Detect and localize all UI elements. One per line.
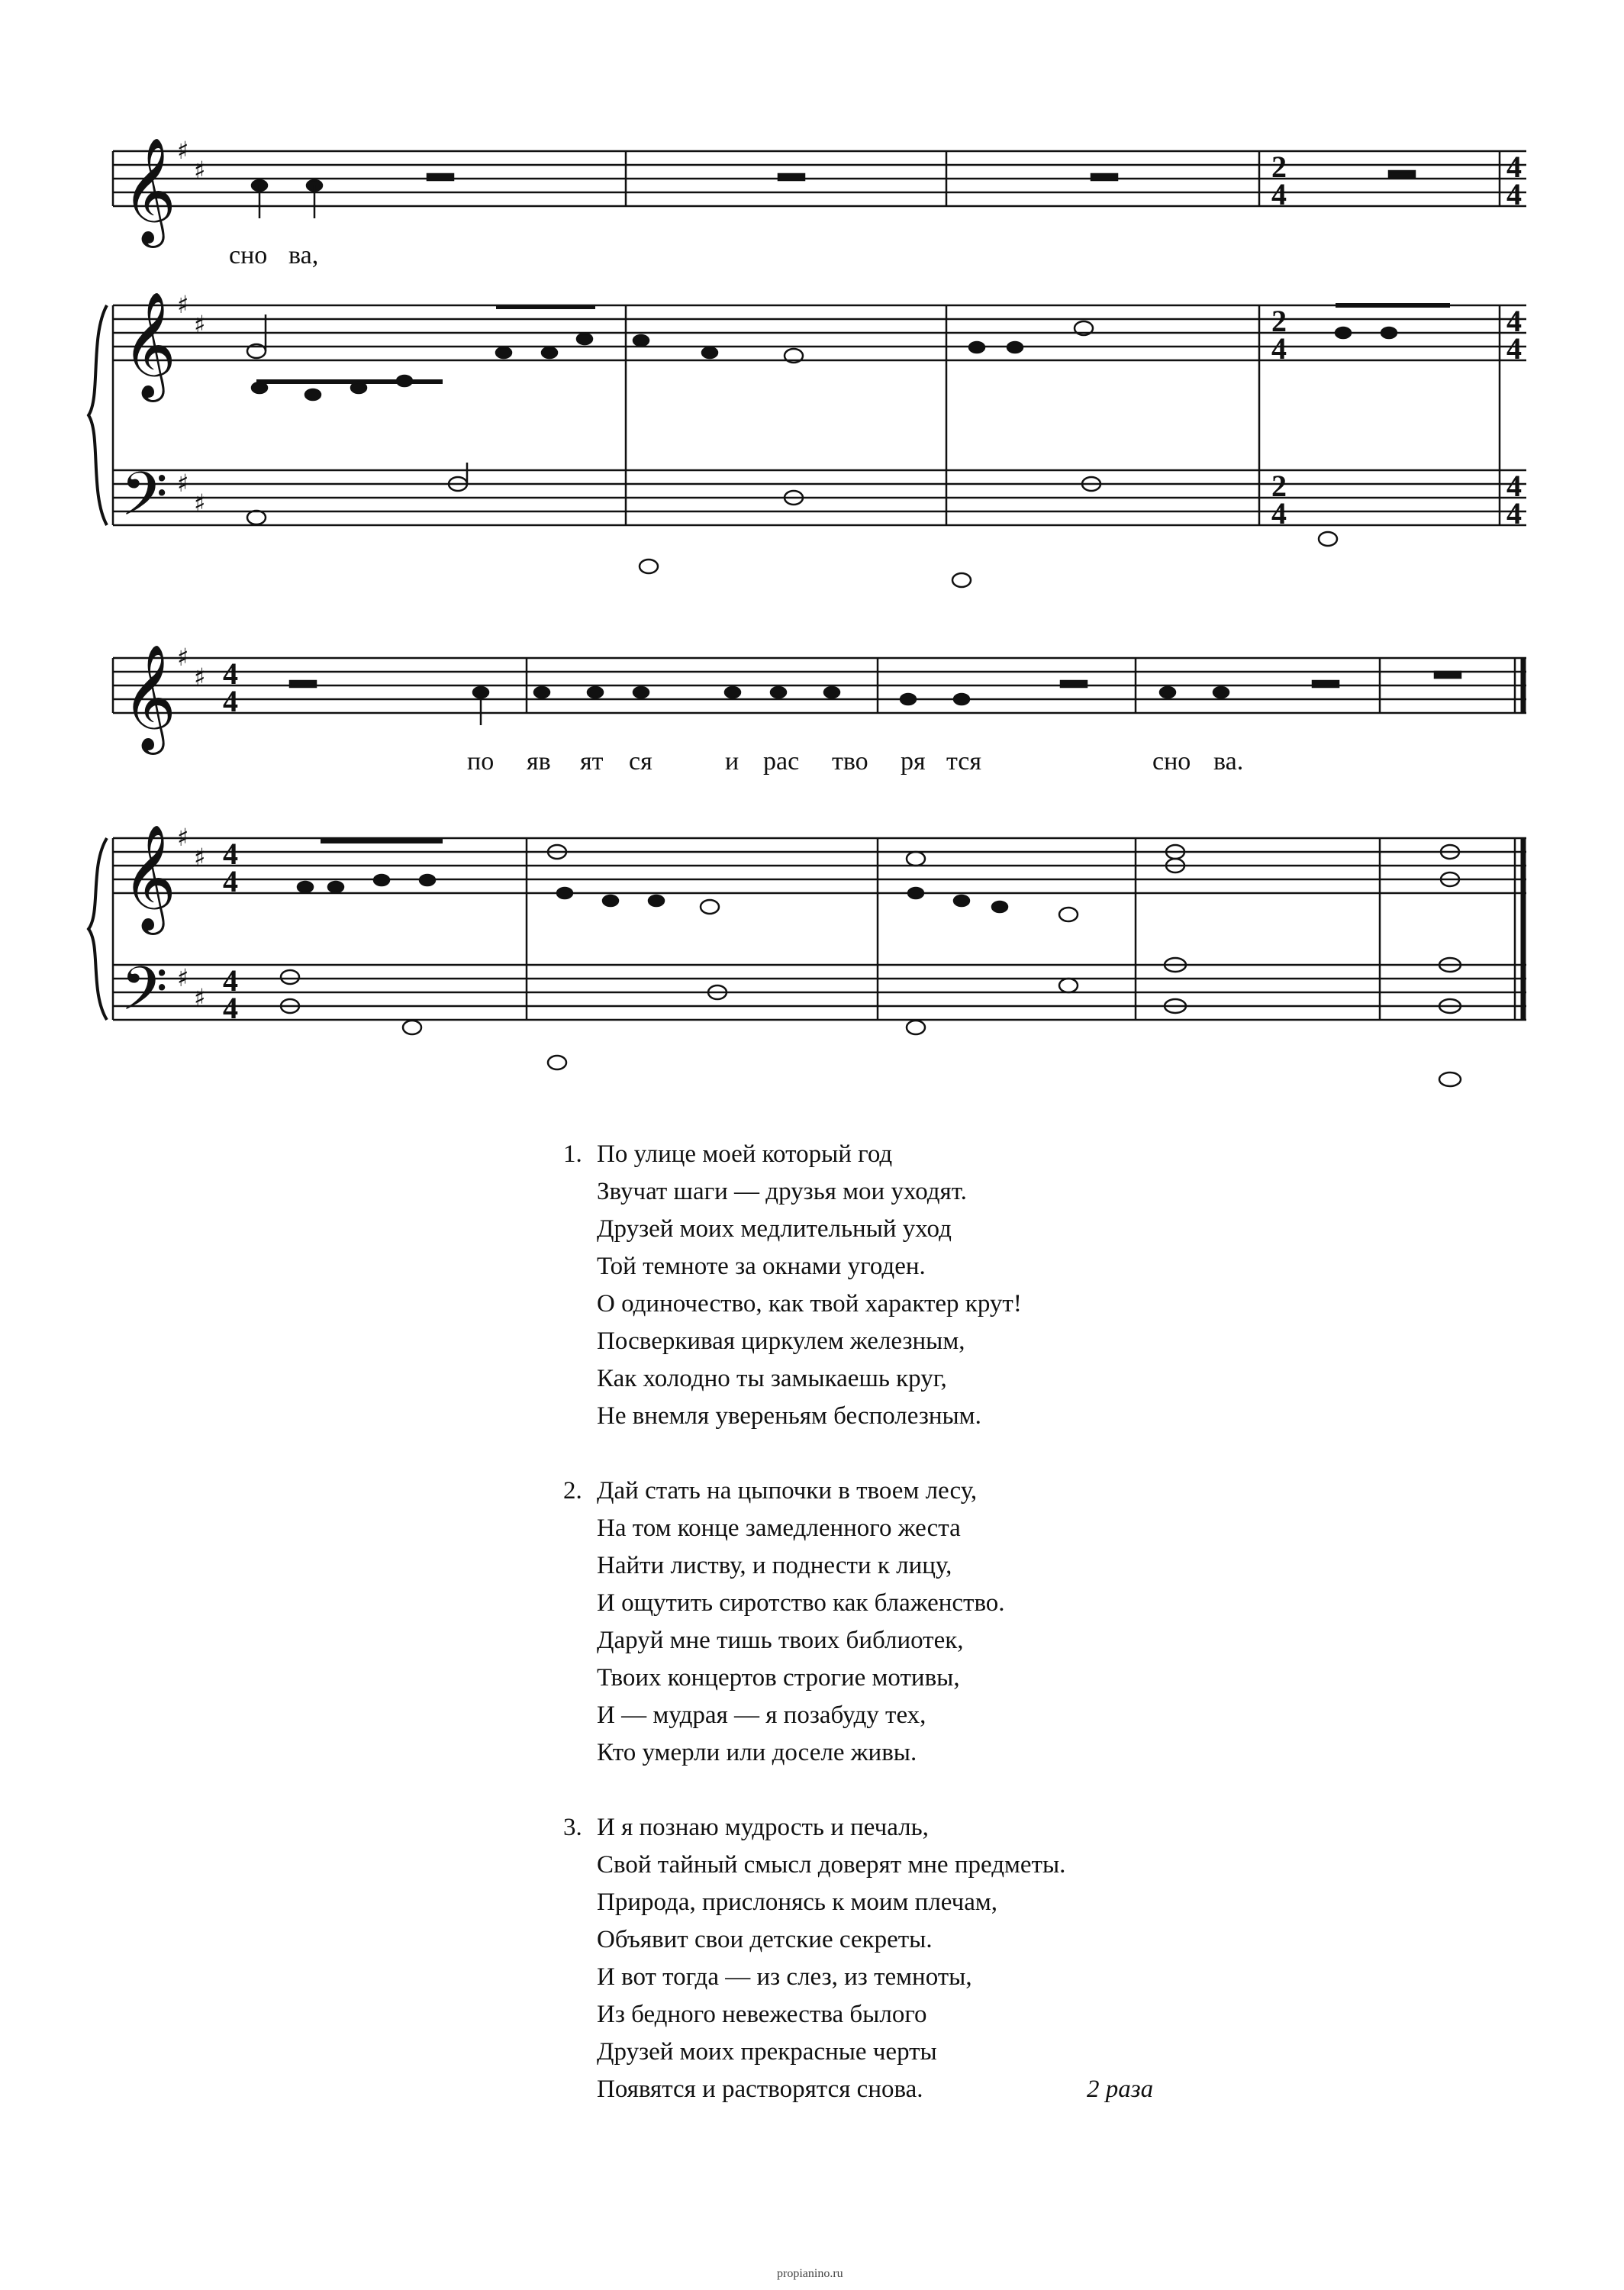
system1-piano-treble-staff (113, 305, 1526, 360)
verse-line: Звучат шаги — друзья мои уходят. (597, 1178, 967, 1205)
svg-text:♯: ♯ (194, 310, 206, 339)
svg-text:4: 4 (1506, 304, 1522, 338)
lyric-syllable: и (725, 747, 740, 776)
svg-text:4: 4 (223, 864, 238, 898)
system2-piano-bass-staff (113, 965, 1526, 1020)
svg-text:4: 4 (223, 963, 238, 998)
svg-text:♯: ♯ (194, 843, 206, 872)
time-signature-2-4 (1271, 150, 1287, 531)
system2-piano-notes (281, 841, 1461, 1086)
verse-line: Как холодно ты замыкаешь круг, (597, 1365, 947, 1392)
verse-line: На том конце замедленного жеста (597, 1514, 961, 1542)
treble-clef-icon: 𝄞 (122, 292, 176, 398)
lyric-syllable: тво (832, 747, 868, 776)
svg-text:♯: ♯ (177, 643, 189, 672)
svg-text:♯: ♯ (177, 136, 189, 165)
lyric-syllable: ся (629, 747, 652, 776)
svg-text:4: 4 (1506, 469, 1522, 503)
verse-line: И я познаю мудрость и печаль, (597, 1814, 929, 1841)
svg-text:♯: ♯ (177, 290, 189, 319)
svg-text:2: 2 (1271, 304, 1287, 338)
verse-line: И вот тогда — из слез, из темноты, (597, 1963, 972, 1991)
lyric-syllable: сно (1152, 747, 1191, 776)
system1-vocal-staff (113, 151, 1526, 206)
svg-text:♯: ♯ (177, 823, 189, 852)
verse-line: Объявит свои детские секреты. (597, 1926, 933, 1953)
verse-2 (563, 1472, 1250, 1772)
verse-number: 2. (563, 1477, 582, 1505)
svg-text:2: 2 (1271, 469, 1287, 503)
lyric-syllable: ря (901, 747, 926, 776)
site-watermark: propianino.ru (777, 2267, 843, 2280)
verse-3 (563, 1809, 1250, 2108)
verse-line: Дай стать на цыпочки в твоем лесу, (597, 1477, 978, 1505)
verse-line: Свой тайный смысл доверят мне предметы. (597, 1851, 1066, 1879)
lyric-syllable: ва, (288, 241, 319, 269)
lyric-syllable: ва. (1213, 747, 1244, 776)
system1-piano-notes (247, 305, 1450, 587)
verse-1 (563, 1136, 1250, 1435)
svg-text:♯: ♯ (194, 489, 206, 518)
svg-text:♯: ♯ (194, 156, 206, 185)
verse-line: И — мудрая — я позабуду тех, (597, 1701, 926, 1729)
lyric-syllable: сно (229, 241, 268, 269)
svg-text:4: 4 (1506, 177, 1522, 211)
system1-piano-bass-staff (113, 470, 1526, 525)
svg-text:4: 4 (1506, 150, 1522, 184)
svg-text:4: 4 (223, 991, 238, 1025)
svg-text:♯: ♯ (194, 663, 206, 692)
verse-line: Твоих концертов строгие мотивы, (597, 1664, 960, 1692)
svg-text:4: 4 (1506, 496, 1522, 531)
key-signature (177, 136, 205, 1012)
svg-text:4: 4 (223, 656, 238, 691)
verse-line: Из бедного невежества былого (597, 2001, 927, 2028)
svg-text:4: 4 (1271, 496, 1287, 531)
verse-line: Друзей моих медлительный уход (597, 1215, 952, 1243)
verse-number: 1. (563, 1140, 582, 1168)
song-verses (563, 1136, 1250, 2146)
svg-text:4: 4 (1271, 331, 1287, 366)
verse-line: По улице моей который год (597, 1140, 893, 1168)
svg-text:4: 4 (1506, 331, 1522, 366)
verse-line: Посверкивая циркулем железным, (597, 1327, 965, 1355)
system2-piano-treble-staff (113, 838, 1526, 893)
svg-text:2: 2 (1271, 150, 1287, 184)
lyric-syllable: тся (946, 747, 982, 776)
sheet-music-score (0, 0, 1624, 1107)
bass-clef-icon: 𝄢 (121, 459, 168, 544)
verse-line: Той темноте за окнами угоден. (597, 1253, 926, 1280)
verse-line: Не внемля увереньям бесполезным. (597, 1402, 981, 1430)
bass-clef-icon: 𝄢 (121, 953, 168, 1039)
svg-text:4: 4 (223, 837, 238, 871)
verse-line: Найти листву, и поднести к лицу, (597, 1552, 952, 1579)
verse-line: О одиночество, как твой характер крут! (597, 1290, 1022, 1318)
verse-line: Появятся и растворятся снова. (597, 2076, 923, 2103)
svg-text:4: 4 (223, 684, 238, 718)
repeat-mark: 2 раза (1087, 2076, 1154, 2103)
svg-text:♯: ♯ (177, 963, 189, 992)
lyric-syllable: по (467, 747, 495, 776)
lyric-syllable: яв (527, 747, 551, 776)
verse-line: И ощутить сиротство как блаженство. (597, 1589, 1005, 1617)
verse-line: Природа, прислонясь к моим плечам, (597, 1888, 997, 1916)
treble-clef-icon: 𝄞 (122, 644, 176, 750)
lyric-syllable: рас (763, 747, 800, 776)
lyric-syllable: ят (580, 747, 604, 776)
treble-clef-icon: 𝄞 (122, 137, 176, 244)
svg-text:♯: ♯ (194, 983, 206, 1012)
verse-line: Даруй мне тишь твоих библиотек, (597, 1627, 964, 1654)
verse-line: Кто умерли или доселе живы. (597, 1739, 917, 1766)
svg-text:4: 4 (1271, 177, 1287, 211)
verse-number: 3. (563, 1814, 582, 1841)
treble-clef-icon: 𝄞 (122, 824, 176, 931)
svg-text:♯: ♯ (177, 469, 189, 498)
verse-line: Друзей моих прекрасные черты (597, 2038, 937, 2066)
